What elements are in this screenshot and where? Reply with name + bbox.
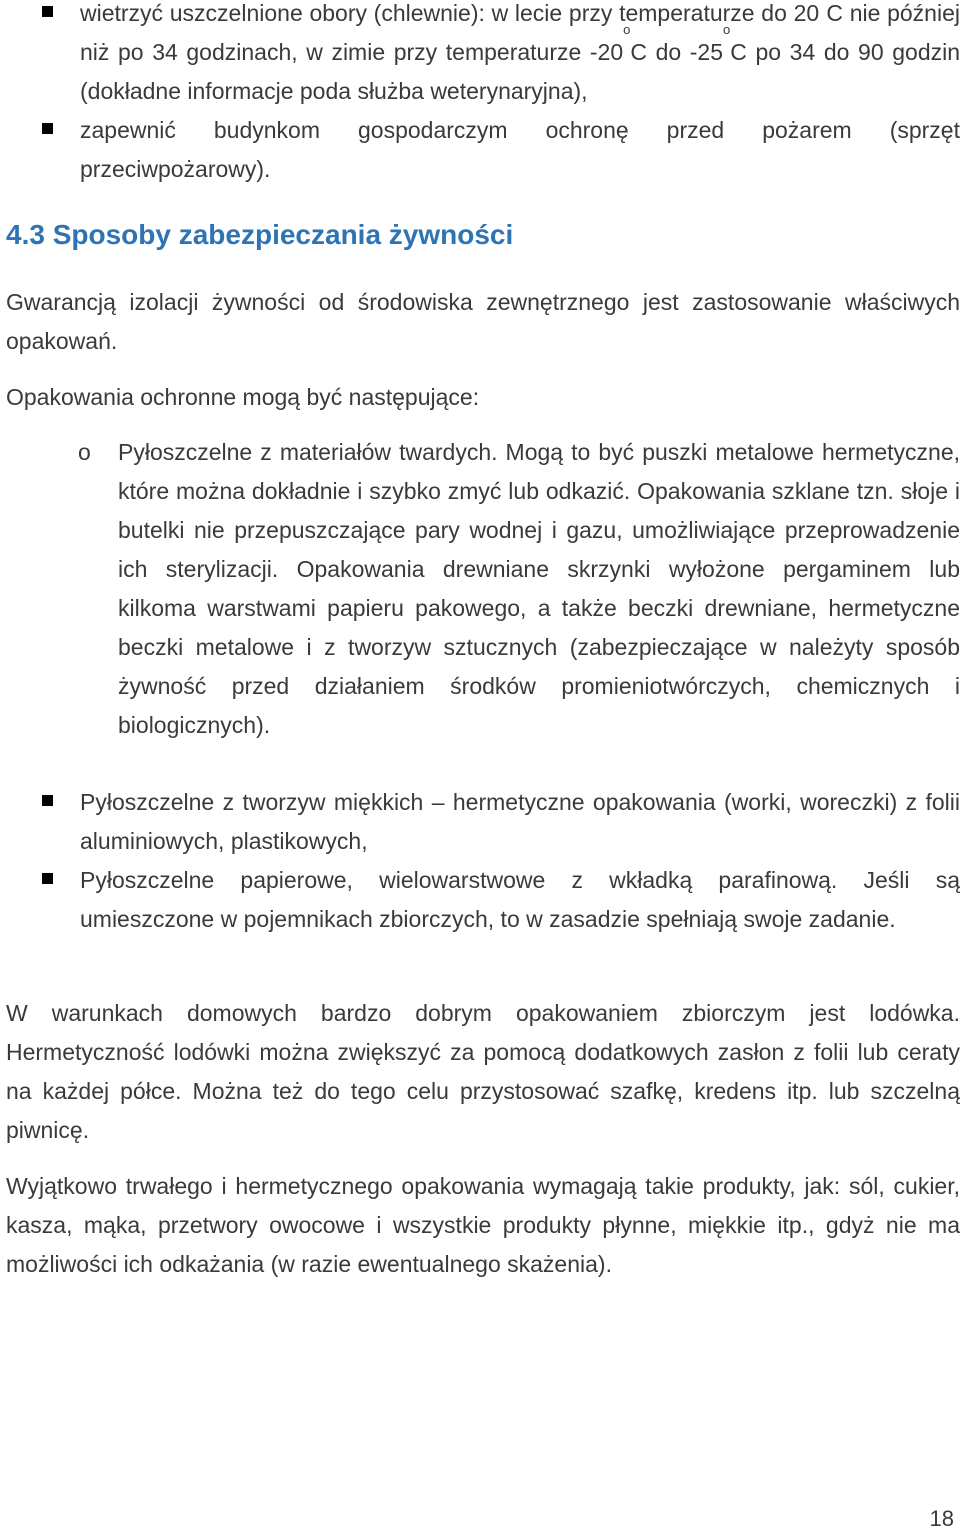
list-item-text: Pyłoszczelne z materiałów twardych. Mogą to być puszki metalowe hermetyczne, które można dokładnie i szybko zmyć lub odkazić. Opakowania szklane tzn. słoje i butelki nie przepuszczające pary wodnej i gazu, umożliwiające przeprowadzenie ich sterylizacji. Opakowania drewniane skrzynki wyłożone pergaminem lub kilkoma warstwami papieru pakowego, a także beczki drewniane, hermetyczne beczki metalowe i z tworzyw sztucznych (zabezpieczające w należyty sposób żywność przed działaniem środków promieniotwórczych, chemicznych i biologicznych). [118,439,960,738]
bullet-item-ventilation [0,0,960,111]
intro-paragraph: Gwarancją izolacji żywności od środowiska zewnętrznego jest zastosowanie właściwych opakowań. [6,289,960,354]
top-bullet-list [0,0,960,189]
list-item [0,783,960,861]
square-bullet-icon [42,873,53,884]
paragraph-fridge: W warunkach domowych bardzo dobrym opakowaniem zbiorczym jest lodówka. Hermetyczność lodówki można zwiększyć za pomocą dodatkowych zasłon z folii lub ceraty na każdej półce. Można też do tego celu przystosować szafkę, kredens itp. lub szczelną piwnicę. [6,1000,960,1143]
degree-sup: o [723,22,731,37]
degree-sup: o [623,22,631,37]
square-bullet-icon [42,795,53,806]
bullet-text-fire: zapewnić budynkom gospodarczym ochronę przed pożarem (sprzęt przeciwpożarowy). [80,117,960,182]
list-item-text: Pyłoszczelne z tworzyw miękkich – hermetyczne opakowania (worki, woreczki) z folii aluminiowych, plastikowych, [80,789,960,854]
list-item [0,861,960,939]
list-item [0,433,960,745]
bullet-text-part: C nie później niż po 34 godzinach, w zimie przy temperaturze -20 [80,0,960,65]
square-bullet-icon [42,123,53,134]
bullet-text-part: wietrzyć uszczelnione obory (chlewnie): w lecie przy temperaturze do 20 [80,0,820,26]
page-number: 18 [929,1506,954,1531]
section-heading: 4.3 Sposoby zabezpieczania żywności [6,219,514,250]
bullet-item-fire [0,111,960,189]
list-item-text: Pyłoszczelne papierowe, wielowarstwowe z wkładką parafinową. Jeśli są umieszczone w pojemnikach zbiorczych, to w zasadzie spełniają swoje zadanie. [80,867,960,932]
circle-bullet-icon: o [78,439,91,465]
bullet-text-part: C do -25 [630,39,724,65]
lead-paragraph: Opakowania ochronne mogą być następujące: [6,384,480,410]
paragraph-products: Wyjątkowo trwałego i hermetycznego opakowania wymagają takie produkty, jak: sól, cukier, kasza, mąka, przetwory owocowe i wszystkie produkty płynne, miękkie itp., gdyż nie ma możliwości ich odkażania (w razie ewentualnego skażenia). [6,1173,960,1277]
bullet-text-part: C po 34 do 90 godzin (dokładne informacje poda służba weterynaryjna), [80,39,960,104]
bullet-text-ventilation [80,0,960,111]
circle-bullet-list [0,433,960,745]
square-bullet-list [0,783,960,939]
square-bullet-icon [42,6,53,17]
